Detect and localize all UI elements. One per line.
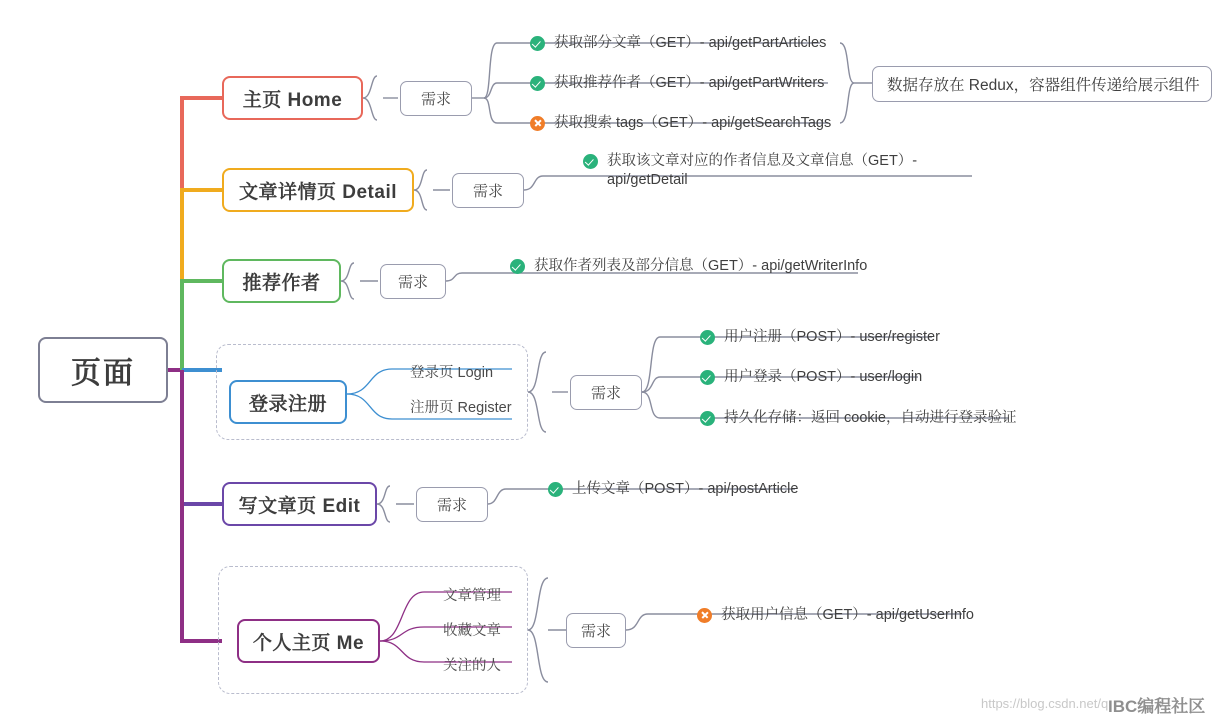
page-node-home[interactable] — [222, 76, 363, 120]
api-item-writers-0-text: 获取作者列表及部分信息（GET）- api/getWriterInfo — [534, 258, 868, 274]
watermark-url — [981, 696, 1108, 711]
need-node-me-label: 需求 — [580, 623, 611, 640]
page-node-me-label: 个人主页 Me — [252, 632, 365, 654]
need-node-home[interactable] — [400, 81, 472, 116]
api-item-home-2-text: 获取搜索 tags（GET）- api/getSearchTags — [554, 115, 832, 131]
api-item-home-0-text: 获取部分文章（GET）- api/getPartArticles — [554, 35, 827, 51]
need-node-edit[interactable] — [416, 487, 488, 522]
page-node-auth-label: 登录注册 — [248, 393, 327, 415]
page-node-detail[interactable] — [222, 168, 414, 212]
sub-node-auth-register[interactable] — [410, 396, 512, 417]
sub-node-auth-register-label: 注册页 Register — [410, 400, 512, 416]
sub-node-me-articles-label: 文章管理 — [443, 588, 501, 604]
redux-note-text: 数据存放在 Redux，容器组件传递给展示组件 — [887, 77, 1200, 94]
api-item-auth-1-text: 用户登录（POST）- user/login — [724, 369, 923, 385]
need-node-detail-label: 需求 — [472, 183, 503, 200]
sub-node-me-articles[interactable] — [443, 584, 501, 605]
status-error-icon — [697, 608, 712, 623]
redux-note-node[interactable] — [872, 66, 1212, 102]
api-item-edit-0-text: 上传文章（POST）- api/postArticle — [572, 481, 799, 497]
page-node-edit[interactable] — [222, 482, 377, 526]
sub-node-auth-login[interactable] — [410, 361, 493, 382]
status-ok-icon — [548, 482, 563, 497]
page-node-detail-label: 文章详情页 Detail — [238, 181, 398, 203]
api-item-auth-2 — [700, 409, 1016, 428]
api-item-detail-0 — [583, 152, 973, 190]
root-label: 页面 — [71, 357, 135, 390]
api-item-writers-0 — [510, 257, 867, 276]
api-item-auth-0-text: 用户注册（POST）- user/register — [724, 329, 940, 345]
need-node-home-label: 需求 — [420, 91, 451, 108]
page-node-writers[interactable] — [222, 259, 341, 303]
need-node-auth[interactable] — [570, 375, 642, 410]
api-item-home-1-text: 获取推荐作者（GET）- api/getPartWriters — [554, 75, 825, 91]
sub-node-me-favorites-label: 收藏文章 — [443, 623, 501, 639]
need-node-writers[interactable] — [380, 264, 446, 299]
api-item-home-1 — [530, 74, 824, 93]
brand-label-text: IBC编程社区 — [1108, 697, 1206, 716]
brand-label — [1108, 692, 1205, 717]
status-ok-icon — [530, 36, 545, 51]
api-item-auth-0 — [700, 328, 940, 347]
sub-node-me-following[interactable] — [443, 654, 501, 675]
need-node-edit-label: 需求 — [436, 497, 467, 514]
api-item-home-0 — [530, 34, 826, 53]
api-item-home-2 — [530, 114, 831, 133]
status-ok-icon — [510, 259, 525, 274]
need-node-detail[interactable] — [452, 173, 524, 208]
status-ok-icon — [700, 411, 715, 426]
need-node-auth-label: 需求 — [590, 385, 621, 402]
api-item-edit-0 — [548, 480, 798, 499]
need-node-writers-label: 需求 — [397, 274, 428, 291]
page-node-writers-label: 推荐作者 — [242, 272, 321, 294]
api-item-auth-1 — [700, 368, 922, 387]
api-item-me-0 — [697, 606, 974, 625]
sub-node-me-favorites[interactable] — [443, 619, 501, 640]
page-node-auth[interactable] — [229, 380, 347, 424]
sub-node-auth-login-label: 登录页 Login — [410, 365, 494, 381]
sub-node-me-following-label: 关注的人 — [443, 658, 501, 674]
page-node-me[interactable] — [237, 619, 380, 663]
status-ok-icon — [700, 330, 715, 345]
status-ok-icon — [530, 76, 545, 91]
root-node[interactable] — [38, 337, 168, 403]
page-node-edit-label: 写文章页 Edit — [238, 495, 361, 517]
need-node-me[interactable] — [566, 613, 626, 648]
watermark-url-text: https://blog.csdn.net/q — [981, 696, 1109, 711]
api-item-detail-0-text: 获取该文章对应的作者信息及文章信息（GET）- api/getDetail — [607, 153, 918, 188]
api-item-me-0-text: 获取用户信息（GET）- api/getUserInfo — [721, 607, 974, 623]
status-error-icon — [530, 116, 545, 131]
status-ok-icon — [583, 154, 598, 169]
status-ok-icon — [700, 370, 715, 385]
page-node-home-label: 主页 Home — [242, 89, 343, 111]
api-item-auth-2-text: 持久化存储：返回 cookie，自动进行登录验证 — [724, 410, 1017, 426]
